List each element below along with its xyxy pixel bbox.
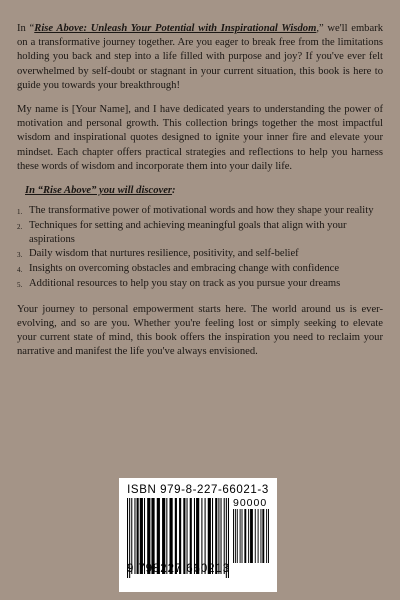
- list-item-text: The transformative power of motivational words and how they shape your reality: [29, 205, 374, 217]
- book-title: Rise Above: Unleash Your Potential with Inspirational Wisdom: [34, 23, 317, 34]
- discover-heading-text: In “Rise Above” you will discover: [25, 185, 173, 197]
- list-item-number: 3.: [17, 251, 23, 260]
- barcode-bar: [235, 509, 236, 563]
- list-item: [17, 219, 383, 247]
- barcode-bar: [258, 509, 259, 563]
- list-item: [17, 204, 383, 218]
- intro-tail: ,” we'll embark on a transformative journey together. Are you eager to break free from the limitations holding you back and step into a life filled with purpose and joy? If you've ever felt overwhelmed by self-doubt or stagnant in your current situation, this book is here to guide you towards your breakthrough!: [17, 23, 384, 91]
- list-item-number: 1.: [17, 208, 23, 217]
- list-item-text: Daily wisdom that nurtures resilience, positivity, and self-belief: [29, 248, 299, 260]
- list-item: [17, 247, 383, 261]
- list-item: [17, 277, 383, 291]
- intro-lead: In “: [17, 23, 35, 34]
- barcode-bar: [262, 509, 264, 563]
- barcode-bar: [233, 509, 234, 563]
- price-addon: [233, 498, 269, 582]
- list-item-text: Techniques for setting and achieving meaningful goals that align with your aspirations: [29, 219, 347, 245]
- barcode-bar: [250, 509, 253, 563]
- barcode-bar: [255, 509, 256, 563]
- intro-paragraph: [17, 22, 383, 93]
- closing-paragraph: Your journey to personal empowerment starts here. The world around us is ever-evolving, and so are you. Whether you're feeling lost or simply seeking to elevate your current state of mind, this book offers the inspiration you need to reclaim your narrative and manifest the life you've always envisioned.: [17, 303, 383, 358]
- list-item: [17, 262, 383, 276]
- list-item-number: 2.: [17, 222, 23, 231]
- list-item-number: 4.: [17, 266, 23, 275]
- isbn-barcode: [119, 478, 277, 592]
- barcode-bar: [248, 509, 249, 563]
- discover-heading-colon: :: [172, 185, 176, 197]
- discover-list: [17, 204, 383, 291]
- ean-digits: 9 798227 660213: [127, 563, 231, 575]
- barcode-bar: [242, 509, 243, 563]
- addon-bars: [233, 509, 269, 567]
- author-paragraph: My name is [Your Name], and I have dedicated years to understanding the power of motivation and personal growth. This collection brings together the most impactful wisdom and inspirational quotes designed to ignite your inner fire and elevate your mindset. Each chapter offers practical strategies and reflections to help you harness these words of wisdom and incorporate them into your daily life.: [17, 104, 383, 172]
- discover-heading: [25, 184, 383, 198]
- barcode-bar: [266, 509, 267, 563]
- barcode-bar: [240, 509, 241, 563]
- list-item-text: Insights on overcoming obstacles and embracing change with confidence: [29, 263, 340, 275]
- list-item-number: 5.: [17, 281, 23, 290]
- barcode-bar: [237, 509, 238, 563]
- barcode-bar: [268, 509, 269, 563]
- barcode-bar: [244, 509, 246, 563]
- list-item-text: Additional resources to help you stay on track as you pursue your dreams: [29, 278, 341, 290]
- price-code: 90000: [233, 497, 268, 509]
- barcode-bar: [260, 509, 261, 563]
- isbn-label: ISBN 979-8-227-66021-3: [127, 484, 269, 496]
